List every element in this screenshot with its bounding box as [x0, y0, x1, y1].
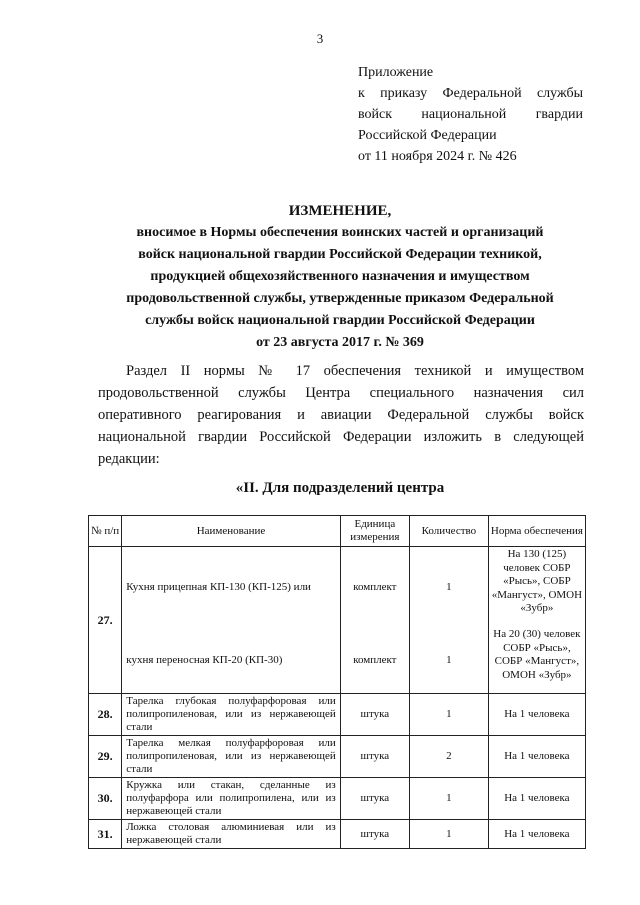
- table-row: [89, 547, 586, 694]
- header-unit: Единица измерения: [340, 516, 409, 547]
- row-name: Тарелка глубокая полуфарфоровая или полипропиленовая, или из нержавеющей стали: [122, 694, 340, 736]
- row-qty-a: 1: [446, 581, 452, 593]
- row-unit: штука: [340, 778, 409, 820]
- table-row: [89, 736, 586, 778]
- row-name: Ложка столовая алюминиевая или из нержавеющей стали: [122, 820, 340, 849]
- row-unit: штука: [340, 820, 409, 849]
- row-num: 28.: [89, 694, 122, 736]
- row-unit-b: комплект: [353, 654, 397, 666]
- table-row: [89, 778, 586, 820]
- table-header-row: [89, 516, 586, 547]
- header-norm: Норма обеспечения: [488, 516, 585, 547]
- appendix-line: Российской Федерации: [358, 128, 497, 143]
- appendix-line: к приказу Федеральной службы: [358, 86, 583, 101]
- row-name: Кружка или стакан, сделанные из полуфарфора или полипропилена, или из нержавеющей стали: [122, 778, 340, 820]
- row-name-b: кухня переносная КП-20 (КП-30): [126, 654, 283, 666]
- appendix-line: Приложение: [358, 65, 434, 80]
- row-qty: 1: [409, 820, 488, 849]
- row-qty: 1: [409, 694, 488, 736]
- title-line: от 23 августа 2017 г. № 369: [256, 335, 424, 350]
- title-line: продукцией общехозяйственного назначения и имуществом: [150, 269, 530, 284]
- table-row: [89, 694, 586, 736]
- row-num: 27.: [89, 547, 122, 694]
- table-row: [89, 820, 586, 849]
- page-number: 3: [316, 31, 324, 46]
- row-unit-a: комплект: [353, 581, 397, 593]
- title-line: службы войск национальной гвардии Российской Федерации: [145, 313, 535, 328]
- row-name-a: Кухня прицепная КП-130 (КП-125) или: [126, 581, 311, 593]
- row-name: [122, 547, 340, 694]
- row-qty-b: 1: [446, 654, 452, 666]
- appendix-block: [358, 62, 583, 167]
- row-num: 29.: [89, 736, 122, 778]
- norms-table: [88, 515, 586, 849]
- row-unit: штука: [340, 736, 409, 778]
- row-unit: штука: [340, 694, 409, 736]
- document-title: [90, 200, 590, 354]
- header-qty: Количество: [409, 516, 488, 547]
- row-norm-a: На 130 (125) человек СОБР «Рысь», СОБР «Мангуст», ОМОН «Зубр»: [491, 548, 583, 614]
- row-norm: На 1 человека: [488, 736, 585, 778]
- header-num: № п/п: [89, 516, 122, 547]
- row-qty: [409, 547, 488, 694]
- appendix-line: от 11 ноября 2024 г. № 426: [358, 149, 517, 164]
- row-name: Тарелка мелкая полуфарфоровая или полипропиленовая, или из нержавеющей стали: [122, 736, 340, 778]
- row-norm: На 1 человека: [488, 694, 585, 736]
- body-text: Раздел II нормы № 17 обеспечения техникой и имуществом продовольственной службы Центра специального назначения сил оперативного реагирования и авиации Федеральной службы войск национальной гвардии Российской Федерации изложить в следующей редакции:: [98, 363, 584, 467]
- row-norm: На 1 человека: [488, 778, 585, 820]
- row-unit: [340, 547, 409, 694]
- title-main: ИЗМЕНЕНИЕ,: [288, 203, 392, 219]
- title-line: войск национальной гвардии Российской Федерации техникой,: [138, 247, 542, 262]
- header-name: Наименование: [122, 516, 340, 547]
- row-norm: На 1 человека: [488, 820, 585, 849]
- body-paragraph: [98, 360, 584, 470]
- appendix-line: войск национальной гвардии: [358, 107, 583, 122]
- row-norm: [488, 547, 585, 694]
- row-qty: 2: [409, 736, 488, 778]
- title-line: вносимое в Нормы обеспечения воинских частей и организаций: [136, 225, 544, 240]
- row-num: 30.: [89, 778, 122, 820]
- row-norm-b: На 20 (30) человек СОБР «Рысь», СОБР «Мангуст», ОМОН «Зубр»: [493, 628, 581, 681]
- row-num: 31.: [89, 820, 122, 849]
- section-heading: «II. Для подразделений центра: [235, 480, 445, 496]
- title-line: продовольственной службы, утвержденные приказом Федеральной: [126, 291, 554, 306]
- row-qty: 1: [409, 778, 488, 820]
